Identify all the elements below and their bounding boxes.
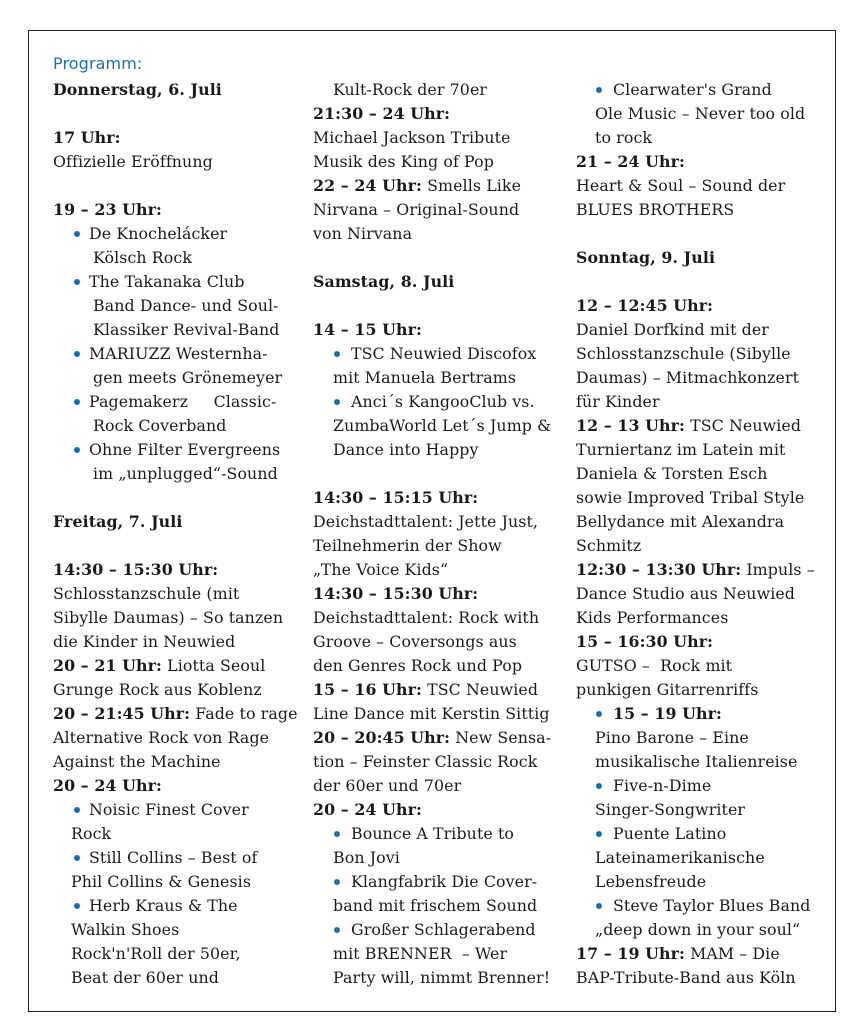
event-text: die Kinder in Neuwied xyxy=(53,632,236,651)
event-text: Against the Machine xyxy=(53,752,221,771)
bullet-icon xyxy=(334,879,340,885)
event-line: 17 – 19 Uhr: MAM – Die xyxy=(576,944,780,963)
list-item: De Knochelácker xyxy=(89,224,228,243)
bullet-icon xyxy=(74,279,80,285)
event-text: tion – Feinster Classic Rock xyxy=(313,752,538,771)
list-item: Bounce A Tribute to xyxy=(351,824,515,843)
event-text: sowie Improved Tribal Style xyxy=(576,488,805,507)
list-item: Dance into Happy xyxy=(333,440,479,459)
event-text: Bellydance mit Alexandra xyxy=(576,512,785,531)
list-item: Bon Jovi xyxy=(333,848,400,867)
event-text: Turniertanz im Latein mit xyxy=(576,440,786,459)
bullet-icon xyxy=(334,927,340,933)
event-text: Groove – Coversongs aus xyxy=(313,632,517,651)
list-item: Clearwater's Grand xyxy=(613,80,772,99)
bullet-icon xyxy=(74,231,80,237)
bullet-icon xyxy=(74,903,80,909)
bullet-icon xyxy=(74,447,80,453)
list-item: Klangfabrik Die Cover- xyxy=(351,872,538,891)
list-item: Anci´s KangooClub vs. xyxy=(351,392,535,411)
bullet-icon xyxy=(596,903,602,909)
list-item: Lebensfreude xyxy=(595,872,707,891)
event-text: den Genres Rock und Pop xyxy=(313,656,523,675)
list-item: band mit frischem Sound xyxy=(333,896,538,915)
event-text: Deichstadttalent: Rock with xyxy=(313,608,540,627)
time-label: 17 Uhr: xyxy=(53,128,121,147)
day-heading-saturday: Samstag, 8. Juli xyxy=(313,272,455,291)
time-label: 20 – 24 Uhr: xyxy=(313,800,422,819)
event-text: von Nirvana xyxy=(313,224,413,243)
event-line: 12 – 13 Uhr: TSC Neuwied xyxy=(576,416,802,435)
list-item: MARIUZZ Westernha- xyxy=(89,344,268,363)
time-label: 14:30 – 15:15 Uhr: xyxy=(313,488,479,507)
time-label: 14:30 – 15:30 Uhr: xyxy=(53,560,219,579)
event-text: Dance Studio aus Neuwied xyxy=(576,584,796,603)
event-text: Daniela & Torsten Esch xyxy=(576,464,768,483)
event-line: 12:30 – 13:30 Uhr: Impuls – xyxy=(576,560,815,579)
bullet-icon xyxy=(74,399,80,405)
day-heading-thursday: Donnerstag, 6. Juli xyxy=(53,80,222,99)
list-item: im „unplugged“-Sound xyxy=(93,464,278,483)
event-line: 20 – 21 Uhr: Liotta Seoul xyxy=(53,656,266,675)
event-text: Daumas) – Mitmachkonzert xyxy=(576,368,800,387)
list-item: mit BRENNER – Wer xyxy=(333,944,508,963)
event-text: Grunge Rock aus Koblenz xyxy=(53,680,262,699)
time-label: 15 – 19 Uhr: xyxy=(613,704,722,723)
list-item: Ohne Filter Evergreens xyxy=(89,440,281,459)
bullet-icon xyxy=(334,351,340,357)
bullet-icon xyxy=(596,711,602,717)
list-item: Rock'n'Roll der 50er, xyxy=(71,944,241,963)
list-item: Walkin Shoes xyxy=(71,920,180,939)
bullet-icon xyxy=(334,831,340,837)
list-item: Party will, nimmt Brenner! xyxy=(333,968,551,987)
list-item: Singer-Songwriter xyxy=(595,800,746,819)
event-line: 20 – 21:45 Uhr: Fade to rage xyxy=(53,704,298,723)
event-text: Schmitz xyxy=(576,536,642,555)
time-label: 12 – 12:45 Uhr: xyxy=(576,296,714,315)
list-item: Rock xyxy=(71,824,112,843)
event-text: punkigen Gitarrenriffs xyxy=(576,680,759,699)
list-item: Five-n-Dime xyxy=(613,776,712,795)
event-text: Musik des King of Pop xyxy=(313,152,494,171)
bullet-icon xyxy=(74,855,80,861)
event-text: GUTSO – Rock mit xyxy=(576,656,733,675)
event-text: Alternative Rock von Rage xyxy=(53,728,270,747)
list-item: Kölsch Rock xyxy=(93,248,193,267)
list-item: Großer Schlagerabend xyxy=(351,920,536,939)
bullet-icon xyxy=(334,399,340,405)
time-label: 15 – 16:30 Uhr: xyxy=(576,632,714,651)
list-item: Steve Taylor Blues Band xyxy=(613,896,811,915)
event-text: Nirvana – Original-Sound xyxy=(313,200,520,219)
event-text: „The Voice Kids“ xyxy=(313,560,449,579)
list-item: to rock xyxy=(595,128,653,147)
time-label: 20 – 24 Uhr: xyxy=(53,776,162,795)
time-label: 19 – 23 Uhr: xyxy=(53,200,162,219)
day-heading-sunday: Sonntag, 9. Juli xyxy=(576,248,716,267)
list-item: Klassiker Revival-Band xyxy=(93,320,280,339)
list-item: Kult-Rock der 70er xyxy=(333,80,488,99)
event-text: BAP-Tribute-Band aus Köln xyxy=(576,968,796,987)
list-item: Noisic Finest Cover xyxy=(89,800,249,819)
event-text: Sibylle Daumas) – So tanzen xyxy=(53,608,284,627)
bullet-icon xyxy=(74,807,80,813)
time-label: 21 – 24 Uhr: xyxy=(576,152,685,171)
list-item: Beat der 60er und xyxy=(71,968,219,987)
list-item: Puente Latino xyxy=(613,824,727,843)
event-text: Line Dance mit Kerstin Sittig xyxy=(313,704,550,723)
list-item: Ole Music – Never too old xyxy=(595,104,806,123)
event-text: Deichstadttalent: Jette Just, xyxy=(313,512,539,531)
event-line: 20 – 20:45 Uhr: New Sensa- xyxy=(313,728,552,747)
event-text: für Kinder xyxy=(576,392,660,411)
list-item: The Takanaka Club xyxy=(89,272,245,291)
bullet-icon xyxy=(74,351,80,357)
bullet-icon xyxy=(596,831,602,837)
bullet-icon xyxy=(596,783,602,789)
list-item: Herb Kraus & The xyxy=(89,896,238,915)
list-item: Band Dance- und Soul- xyxy=(93,296,279,315)
event-text: Schlosstanzschule (mit xyxy=(53,584,240,603)
bullet-icon xyxy=(596,87,602,93)
list-item: Phil Collins & Genesis xyxy=(71,872,252,891)
event-text: Daniel Dorfkind mit der xyxy=(576,320,769,339)
list-item: Pagemakerz Classic- xyxy=(89,392,277,411)
time-label: 14 – 15 Uhr: xyxy=(313,320,422,339)
list-item: Pino Barone – Eine xyxy=(595,728,749,747)
list-item: musikalische Italienreise xyxy=(595,752,798,771)
time-label: 14:30 – 15:30 Uhr: xyxy=(313,584,479,603)
list-item: ZumbaWorld Let´s Jump & xyxy=(333,416,552,435)
event-text: Teilnehmerin der Show xyxy=(313,536,502,555)
time-label: 21:30 – 24 Uhr: xyxy=(313,104,451,123)
list-item: TSC Neuwied Discofox xyxy=(351,344,537,363)
day-heading-friday: Freitag, 7. Juli xyxy=(53,512,183,531)
event-line: 15 – 16 Uhr: TSC Neuwied xyxy=(313,680,539,699)
event-text: Heart & Soul – Sound der xyxy=(576,176,786,195)
event-text: BLUES BROTHERS xyxy=(576,200,735,219)
event-text: der 60er und 70er xyxy=(313,776,462,795)
program-title: Programm: xyxy=(53,54,143,73)
event-text: Schlosstanzschule (Sibylle xyxy=(576,344,791,363)
event-text: Michael Jackson Tribute xyxy=(313,128,511,147)
event-text: Kids Performances xyxy=(576,608,729,627)
list-item: „deep down in your soul“ xyxy=(595,920,801,939)
event-text: Offizielle Eröffnung xyxy=(53,152,213,171)
list-item: Rock Coverband xyxy=(93,416,227,435)
event-line: 22 – 24 Uhr: Smells Like xyxy=(313,176,522,195)
list-item: Still Collins – Best of xyxy=(89,848,258,867)
list-item: mit Manuela Bertrams xyxy=(333,368,517,387)
list-item: gen meets Grönemeyer xyxy=(93,368,283,387)
list-item: Lateinamerikanische xyxy=(595,848,765,867)
